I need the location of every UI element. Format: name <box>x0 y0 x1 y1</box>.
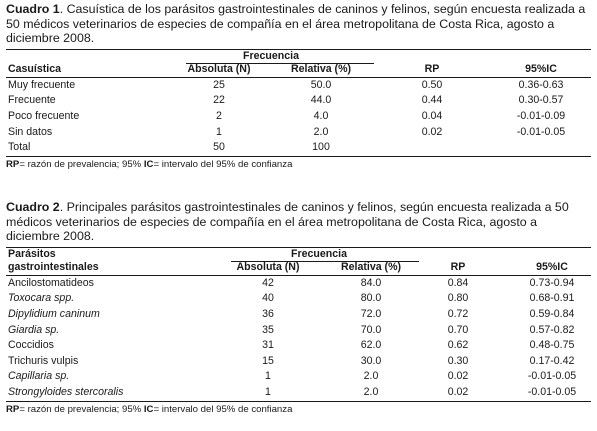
row-abs: 22 <box>213 94 225 107</box>
table-1-header-rel: Relativa (%) <box>290 62 352 75</box>
row-name: Total <box>8 141 31 154</box>
row-abs: 31 <box>262 339 274 352</box>
table-row <box>6 93 591 109</box>
table-row <box>6 323 591 339</box>
row-ic: 0.57-0.82 <box>529 323 575 336</box>
row-ic: 0.73-0.94 <box>529 276 575 289</box>
row-rp: 0.80 <box>447 292 469 305</box>
row-ic: 0.48-0.75 <box>529 339 575 352</box>
table-row <box>6 109 591 125</box>
table-2-header-ic: 95%IC <box>536 260 568 273</box>
row-abs: 15 <box>262 354 274 367</box>
row-ic: 0.30-0.57 <box>518 94 564 107</box>
row-rp: 0.30 <box>447 354 469 367</box>
row-rel: 44.0 <box>310 94 332 107</box>
table-row <box>6 307 591 323</box>
footnote-mid: = razón de prevalencia; 95% <box>19 158 144 170</box>
row-rel: 2.0 <box>363 370 379 383</box>
row-ic: -0.01-0.09 <box>516 109 566 122</box>
table-1-group-label: Frecuencia <box>243 49 299 62</box>
row-ic: 0.17-0.42 <box>529 354 575 367</box>
row-rp: 0.84 <box>447 276 469 289</box>
table-2 <box>6 200 591 416</box>
table-2-group-label: Frecuencia <box>291 247 347 260</box>
table-row <box>6 276 591 292</box>
row-ic: 0.59-0.84 <box>529 307 575 320</box>
table-2-header-rp: RP <box>450 260 466 273</box>
row-rp: 0.70 <box>447 323 469 336</box>
row-abs: 1 <box>265 385 271 398</box>
table-row <box>6 369 591 385</box>
table-2-caption-label: Cuadro 2 <box>6 200 60 214</box>
row-ic: -0.01-0.05 <box>527 385 577 398</box>
row-rp: 0.72 <box>447 307 469 320</box>
row-rel: 84.0 <box>360 276 382 289</box>
table-1-header-abs: Absoluta (N) <box>187 62 251 75</box>
row-rel: 72.0 <box>360 307 382 320</box>
table-1-bottom-rule <box>6 156 591 157</box>
row-rp: 0.50 <box>421 78 443 91</box>
table-2-header-name-1: Parásitos <box>8 247 56 260</box>
footnote-rp: RP <box>6 158 20 170</box>
table-1-footnote <box>6 158 591 171</box>
row-name: Giardia sp. <box>8 323 60 336</box>
row-abs: 2 <box>216 109 222 122</box>
table-1-header-row <box>6 63 591 76</box>
table-2-header-row <box>6 261 591 274</box>
row-rp: 0.02 <box>447 370 469 383</box>
table-row-total <box>6 140 591 156</box>
footnote-mid: = razón de prevalencia; 95% <box>19 403 144 415</box>
table-1-header-name: Casuística <box>8 62 61 75</box>
table-1 <box>6 2 591 171</box>
table-1-group-header <box>6 50 591 63</box>
row-name: Coccidios <box>8 339 54 352</box>
row-rel: 4.0 <box>313 109 329 122</box>
row-rp: 0.62 <box>447 339 469 352</box>
footnote-end: = intervalo del 95% de confianza <box>153 158 293 170</box>
footnote-end: = intervalo del 95% de confianza <box>153 403 293 415</box>
row-rel: 2.0 <box>363 385 379 398</box>
row-abs: 50 <box>213 141 225 154</box>
row-name: Capillaria sp. <box>8 370 70 383</box>
row-ic: 0.68-0.91 <box>529 292 575 305</box>
row-rel: 62.0 <box>360 339 382 352</box>
table-row <box>6 385 591 401</box>
table-row <box>6 354 591 370</box>
table-1-header-ic: 95%IC <box>525 62 557 75</box>
row-rel: 80.0 <box>360 292 382 305</box>
table-1-caption-text: . Casuística de los parásitos gastrointestinales de caninos y felinos, según encuesta realizada a 50 médicos veterinarios de especies de compañía en el área metropolitana de Costa Rica, agosto a diciembre 2008. <box>6 2 586 46</box>
row-name: Muy frecuente <box>8 78 76 91</box>
row-name: Dipylidium caninum <box>8 307 100 320</box>
table-2-header-rel: Relativa (%) <box>340 260 402 273</box>
table-2-caption <box>6 200 591 244</box>
row-abs: 1 <box>265 370 271 383</box>
row-rel: 100 <box>312 141 330 154</box>
table-1-caption-label: Cuadro 1 <box>6 2 60 16</box>
row-abs: 25 <box>213 78 225 91</box>
table-2-header-name-2: gastrointestinales <box>8 260 99 273</box>
row-ic: 0.36-0.63 <box>518 78 564 91</box>
table-1-caption <box>6 2 591 46</box>
table-2-bottom-rule <box>6 401 591 402</box>
row-rp: 0.44 <box>421 94 443 107</box>
row-rp: 0.04 <box>421 109 443 122</box>
table-row <box>6 125 591 141</box>
row-rp: 0.02 <box>447 385 469 398</box>
table-1-header-rp: RP <box>424 62 440 75</box>
row-name: Ancilostomatideos <box>8 276 94 289</box>
row-ic: -0.01-0.05 <box>516 125 566 138</box>
row-name: Frecuente <box>8 94 56 107</box>
table-2-group-header <box>6 248 591 261</box>
row-abs: 42 <box>262 276 274 289</box>
table-2-caption-text: . Principales parásitos gastrointestinales de caninos y felinos, según encuesta realizada a 50 médicos veterinarios de especies de compañía en el área metropolitana de Costa Rica, agosto a diciembre 2008. <box>6 200 569 244</box>
row-abs: 1 <box>216 125 222 138</box>
table-2-footnote <box>6 403 591 416</box>
footnote-rp: RP <box>6 403 20 415</box>
row-name: Poco frecuente <box>8 109 80 122</box>
footnote-ic: IC <box>143 158 154 170</box>
row-rel: 30.0 <box>360 354 382 367</box>
row-rp: 0.02 <box>421 125 443 138</box>
row-rel: 2.0 <box>313 125 329 138</box>
row-name: Sin datos <box>8 125 53 138</box>
row-abs: 40 <box>262 292 274 305</box>
row-name: Strongyloides stercoralis <box>8 385 124 398</box>
row-name: Toxocara spp. <box>8 292 75 305</box>
row-name: Trichuris vulpis <box>8 354 79 367</box>
row-rel: 50.0 <box>310 78 332 91</box>
footnote-ic: IC <box>143 403 154 415</box>
row-ic: -0.01-0.05 <box>527 370 577 383</box>
row-abs: 36 <box>262 307 274 320</box>
row-abs: 35 <box>262 323 274 336</box>
row-rel: 70.0 <box>360 323 382 336</box>
table-row <box>6 78 591 94</box>
table-row <box>6 291 591 307</box>
table-row <box>6 338 591 354</box>
table-2-header-abs: Absoluta (N) <box>236 260 300 273</box>
